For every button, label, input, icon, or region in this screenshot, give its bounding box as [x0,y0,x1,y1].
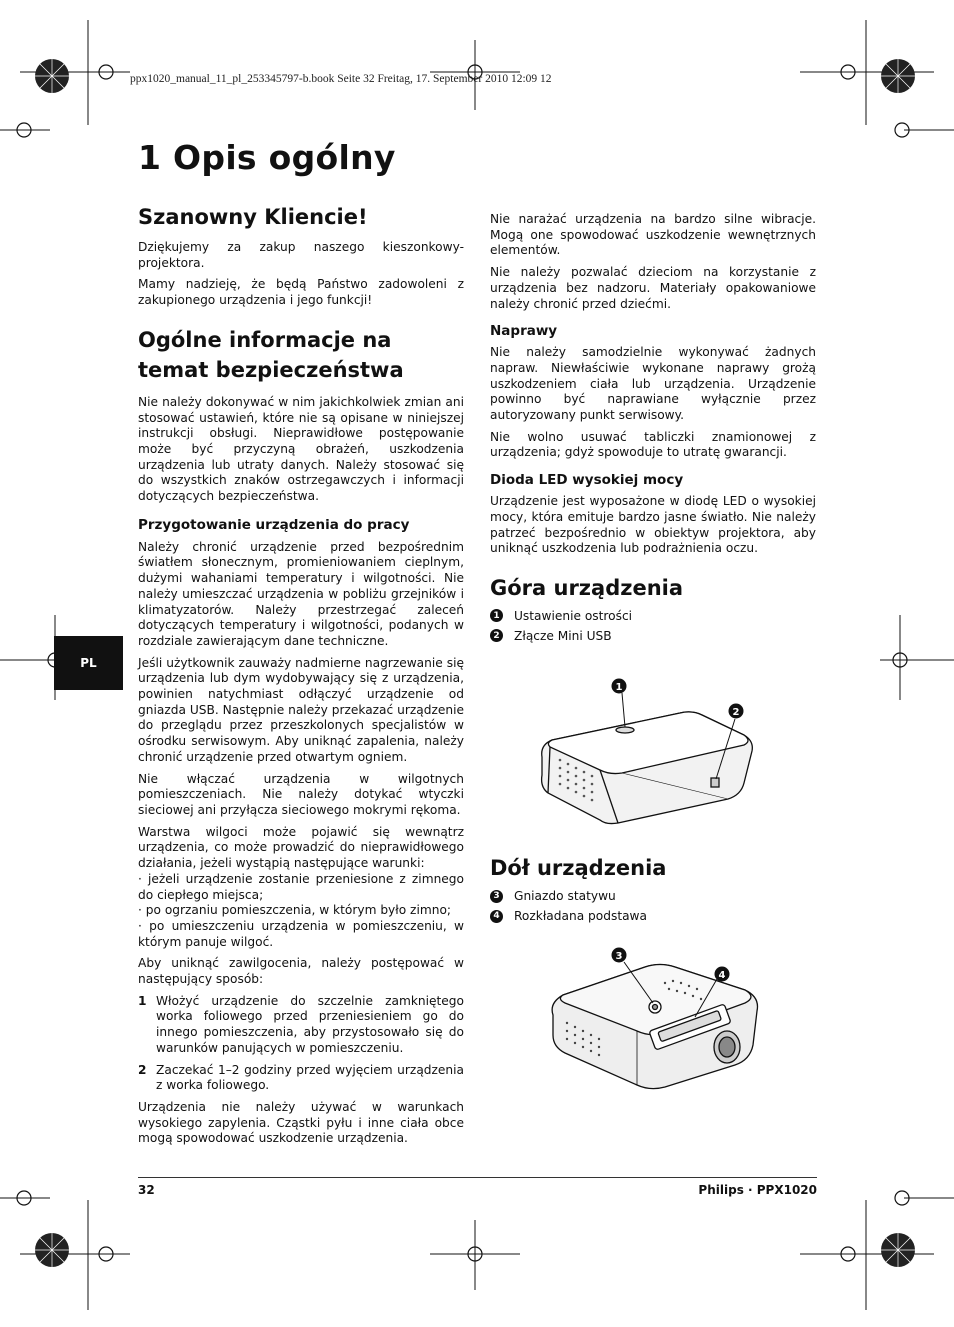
right-column [490,212,816,649]
projector-bottom-illustration [545,945,770,1095]
legend-item-1 [490,609,816,623]
legend-item-3 [490,889,816,903]
paragraph: Nie należy pozwalać dzieciom na korzystanie z urządzenia bez nadzoru. Materiały opakowaniowe należy chronić przed dziećmi. [490,265,816,311]
paragraph: Nie włączać urządzenia w wilgotnych pomieszczeniach. Nie należy dotykać wtyczki sieciowej ani przyłącza sieciowego mokrymi rękoma. [138,771,464,817]
subheading-led: Dioda LED wysokiej mocy [490,472,684,489]
heading-device-top: Góra urządzenia [490,575,684,600]
paragraph: Urządzenia nie należy używać w warunkach wysokiego zapylenia. Cząstki pyłu i inne ciała obce mogą spowodować uszkodzenie urządzenia. [138,1099,464,1146]
legend-label: Ustawienie ostrości [514,608,633,623]
condition-item: · po umieszczeniu urządzenia w pomieszczeniu, w którym panuje wilgoć. [138,918,464,949]
paragraph: Nie wolno usuwać tabliczki znamionowej z urządzenia; gdyż spowoduje to utratę gwarancji. [490,429,816,460]
paragraph: Mamy nadzieję, że będą Państwo zadowoleni z zakupionego urządzenia i jego funkcji! [138,277,464,308]
callout-1-icon: 1 [490,609,503,622]
heading-device-bottom: Dół urządzenia [490,856,667,880]
paragraph: Warstwa wilgoci może pojawić się wewnątrz urządzenia, co może prowadzić do nieprawidłowego działania, jeżeli wystąpią następujące warunki: [138,824,464,871]
paragraph: Dziękujemy za zakup naszego kieszonkowy-projektora. [138,240,464,270]
footer-rule [138,1177,817,1178]
svg-text:1: 1 [615,682,623,693]
step-number: 1 [138,993,147,1008]
legend-label: Złącze Mini USB [514,628,612,643]
svg-text:4: 4 [718,970,726,981]
projector-top-illustration [530,675,760,825]
callout-2-icon: 2 [490,629,503,642]
step-2 [138,1063,464,1094]
paragraph: Jeśli użytkownik zauważy nadmierne nagrzewanie się urządzenia lub dym wydobywający się z urządzenia, powinien natychmiast odłączyć urządzenie od gniazda USB. Następnie należy przekazać urządzenie do przeglądu przez przeszkolonych specjalistów w ośrodku serwisowym. Aby uniknąć zapalenia, należy chronić urządzenie przed otwartym ogniem. [138,655,464,764]
condition-item: · po ogrzaniu pomieszczenia, w którym było zimno; [138,903,452,918]
bottom-section [490,853,816,929]
step-text: Włożyć urządzenie do szczelnie zamkniętego worka foliowego przed przeniesieniem go do innego pomieszczenia, aby przystosowało się do warunków panujących w pomieszczeniu. [156,993,464,1055]
heading-dear-customer: Szanowny Kliencie! [138,205,368,229]
legend-item-2 [490,629,816,643]
paragraph: Nie należy samodzielnie wykonywać żadnych napraw. Niewłaściwie wykonane naprawy grożą uszkodzeniem ciała lub urządzenia. Urządzenie powinno być naprawiane wyłącznie przez autoryzowany punkt serwisowy. [490,345,816,423]
subheading-repairs: Naprawy [490,323,558,340]
step-text: Zaczekać 1–2 godziny przed wyjęciem urządzenia z worka foliowego. [156,1062,464,1093]
paragraph: Nie należy dokonywać w nim jakichkolwiek zmian ani stosować ustawień, które nie są opisane w niniejszej instrukcji obsługi. Nieprawidłowe postępowanie może być przyczyną obrażeń, uszkodzenia urządzenia lub utraty danych. Należy stosować się do wszystkich znaków ostrzegawczych i informacji dotyczących bezpieczeństwa. [138,394,464,504]
callout-3-icon: 3 [490,890,503,903]
svg-text:2: 2 [732,707,740,718]
page-number: 32 [138,1183,155,1197]
paragraph: Aby uniknąć zawilgocenia, należy postępować w następujący sposób: [138,956,464,987]
legend-item-4 [490,909,816,923]
heading-safety: Ogólne informacje na temat bezpieczeństwa [138,327,404,382]
language-tab: PL [54,636,123,690]
print-header: ppx1020_manual_11_pl_253345797-b.book Seite 32 Freitag, 17. September 2010 12:09 12 [130,73,552,85]
paragraph: Urządzenie jest wyposażone w diodę LED o wysokiej mocy, która emituje bardzo jasne światło. Nie należy patrzeć bezpośrednio w obiektyw projektora, aby uniknąć uszkodzenia lub podrażnienia oczu. [490,494,816,556]
legend-label: Rozkładana podstawa [514,909,647,923]
subheading-preparation: Przygotowanie urządzenia do pracy [138,516,410,533]
step-number: 2 [138,1062,147,1077]
left-column [138,202,464,1153]
callout-4-icon: 4 [490,910,503,923]
step-1 [138,994,464,1057]
legend-label: Gniazdo statywu [514,889,616,903]
condition-item: · jeżeli urządzenie zostanie przeniesione z zimnego do ciepłego miejsca; [138,871,464,902]
page-title: 1 Opis ogólny [138,138,396,177]
paragraph: Należy chronić urządzenie przed bezpośrednim światłem słonecznym, promieniowaniem cieplnym, dużymi wahaniami temperatury i wilgotności. Nie należy umieszczać urządzenia w pobliżu grzejników i klimatyzatorów. Należy przestrzegać zaleceń dotyczących temperatury i wilgotności, podanych w rozdziale zawierającym dane techniczne. [138,539,464,648]
svg-text:3: 3 [615,951,623,962]
footer-brand: Philips · PPX1020 [698,1183,817,1197]
paragraph: Nie narażać urządzenia na bardzo silne wibracje. Mogą one spowodować uszkodzenie wewnętrznych elementów. [490,212,816,258]
